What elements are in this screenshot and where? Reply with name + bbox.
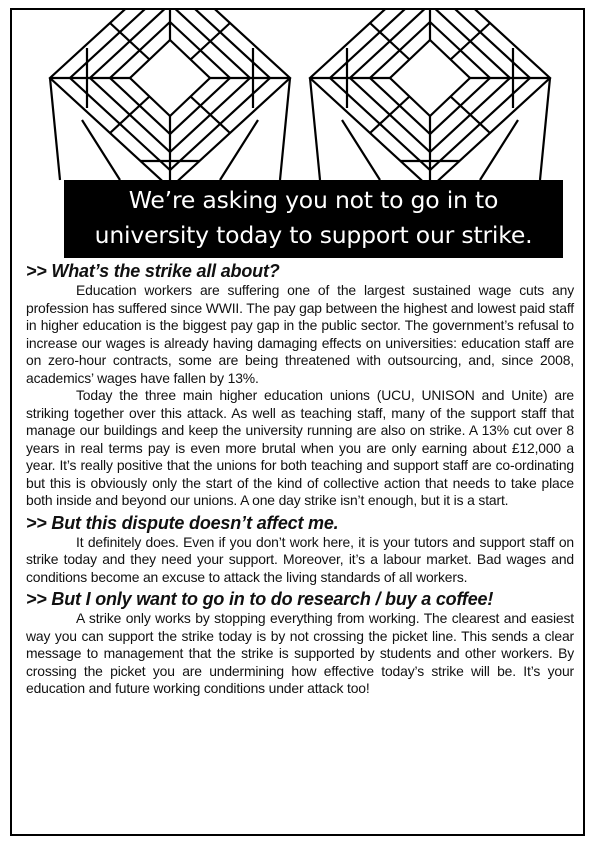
section-strike-about (26, 260, 574, 510)
section-dispute-affect (26, 512, 574, 587)
leaflet-body (26, 260, 574, 698)
impossible-cube-pattern-icon (12, 10, 585, 190)
paragraph: Today the three main higher education unions (UCU, UNISON and Unite) are striking together over this attack. As well as teaching staff, many of the support staff that manage our buildings and keep the university running are also on strike. A 13% cut over 8 years in real terms pay is even more brutal when you are only earning about £12,000 a year. It’s really positive that the unions for both teaching and support staff are co-ordinating but this is obviously only the start of the kind of collective action that needs to take place both inside and beyond our unions. A one day strike isn’t enough, but it is a start. (26, 387, 574, 508)
banner-line-2: university today to support our strike. (94, 221, 533, 249)
strike-banner (64, 180, 563, 258)
leaflet-frame (10, 8, 585, 836)
banner-line-1: We’re asking you not to go in to (128, 186, 499, 214)
paragraph: It definitely does. Even if you don’t work here, it is your tutors and support staff on strike today and they need your support. Moreover, it’s a labour market. Bad wages and conditions become an excuse to attack the living standards of all workers. (26, 533, 574, 585)
section-heading: >> But this dispute doesn’t affect me. (26, 512, 339, 533)
paragraph: Education workers are suffering one of the largest sustained wage cuts any profession has suffered since WWII. The pay gap between the highest and lowest paid staff in higher education is the biggest pay gap in the public sector. The government’s refusal to increase our wages is already having damaging effects on universities: education staff are on zero-hour contracts, some are being threatened with outsourcing, and, since 2008, academics’ wages have fallen by 13%. (26, 282, 575, 386)
section-heading: >> But I only want to go in to do research / buy a coffee! (26, 589, 494, 609)
section-research-coffee (26, 588, 574, 698)
section-heading: >> What’s the strike all about? (26, 261, 280, 281)
paragraph: A strike only works by stopping everything from working. The clearest and easiest way you can support the strike today is by not crossing the picket line. This sends a clear message to management that the strike is supported by students and other workers. By crossing the picket you are undermining how effective today’s strike will be. It’s your education and future working conditions under attack too! (26, 610, 574, 696)
